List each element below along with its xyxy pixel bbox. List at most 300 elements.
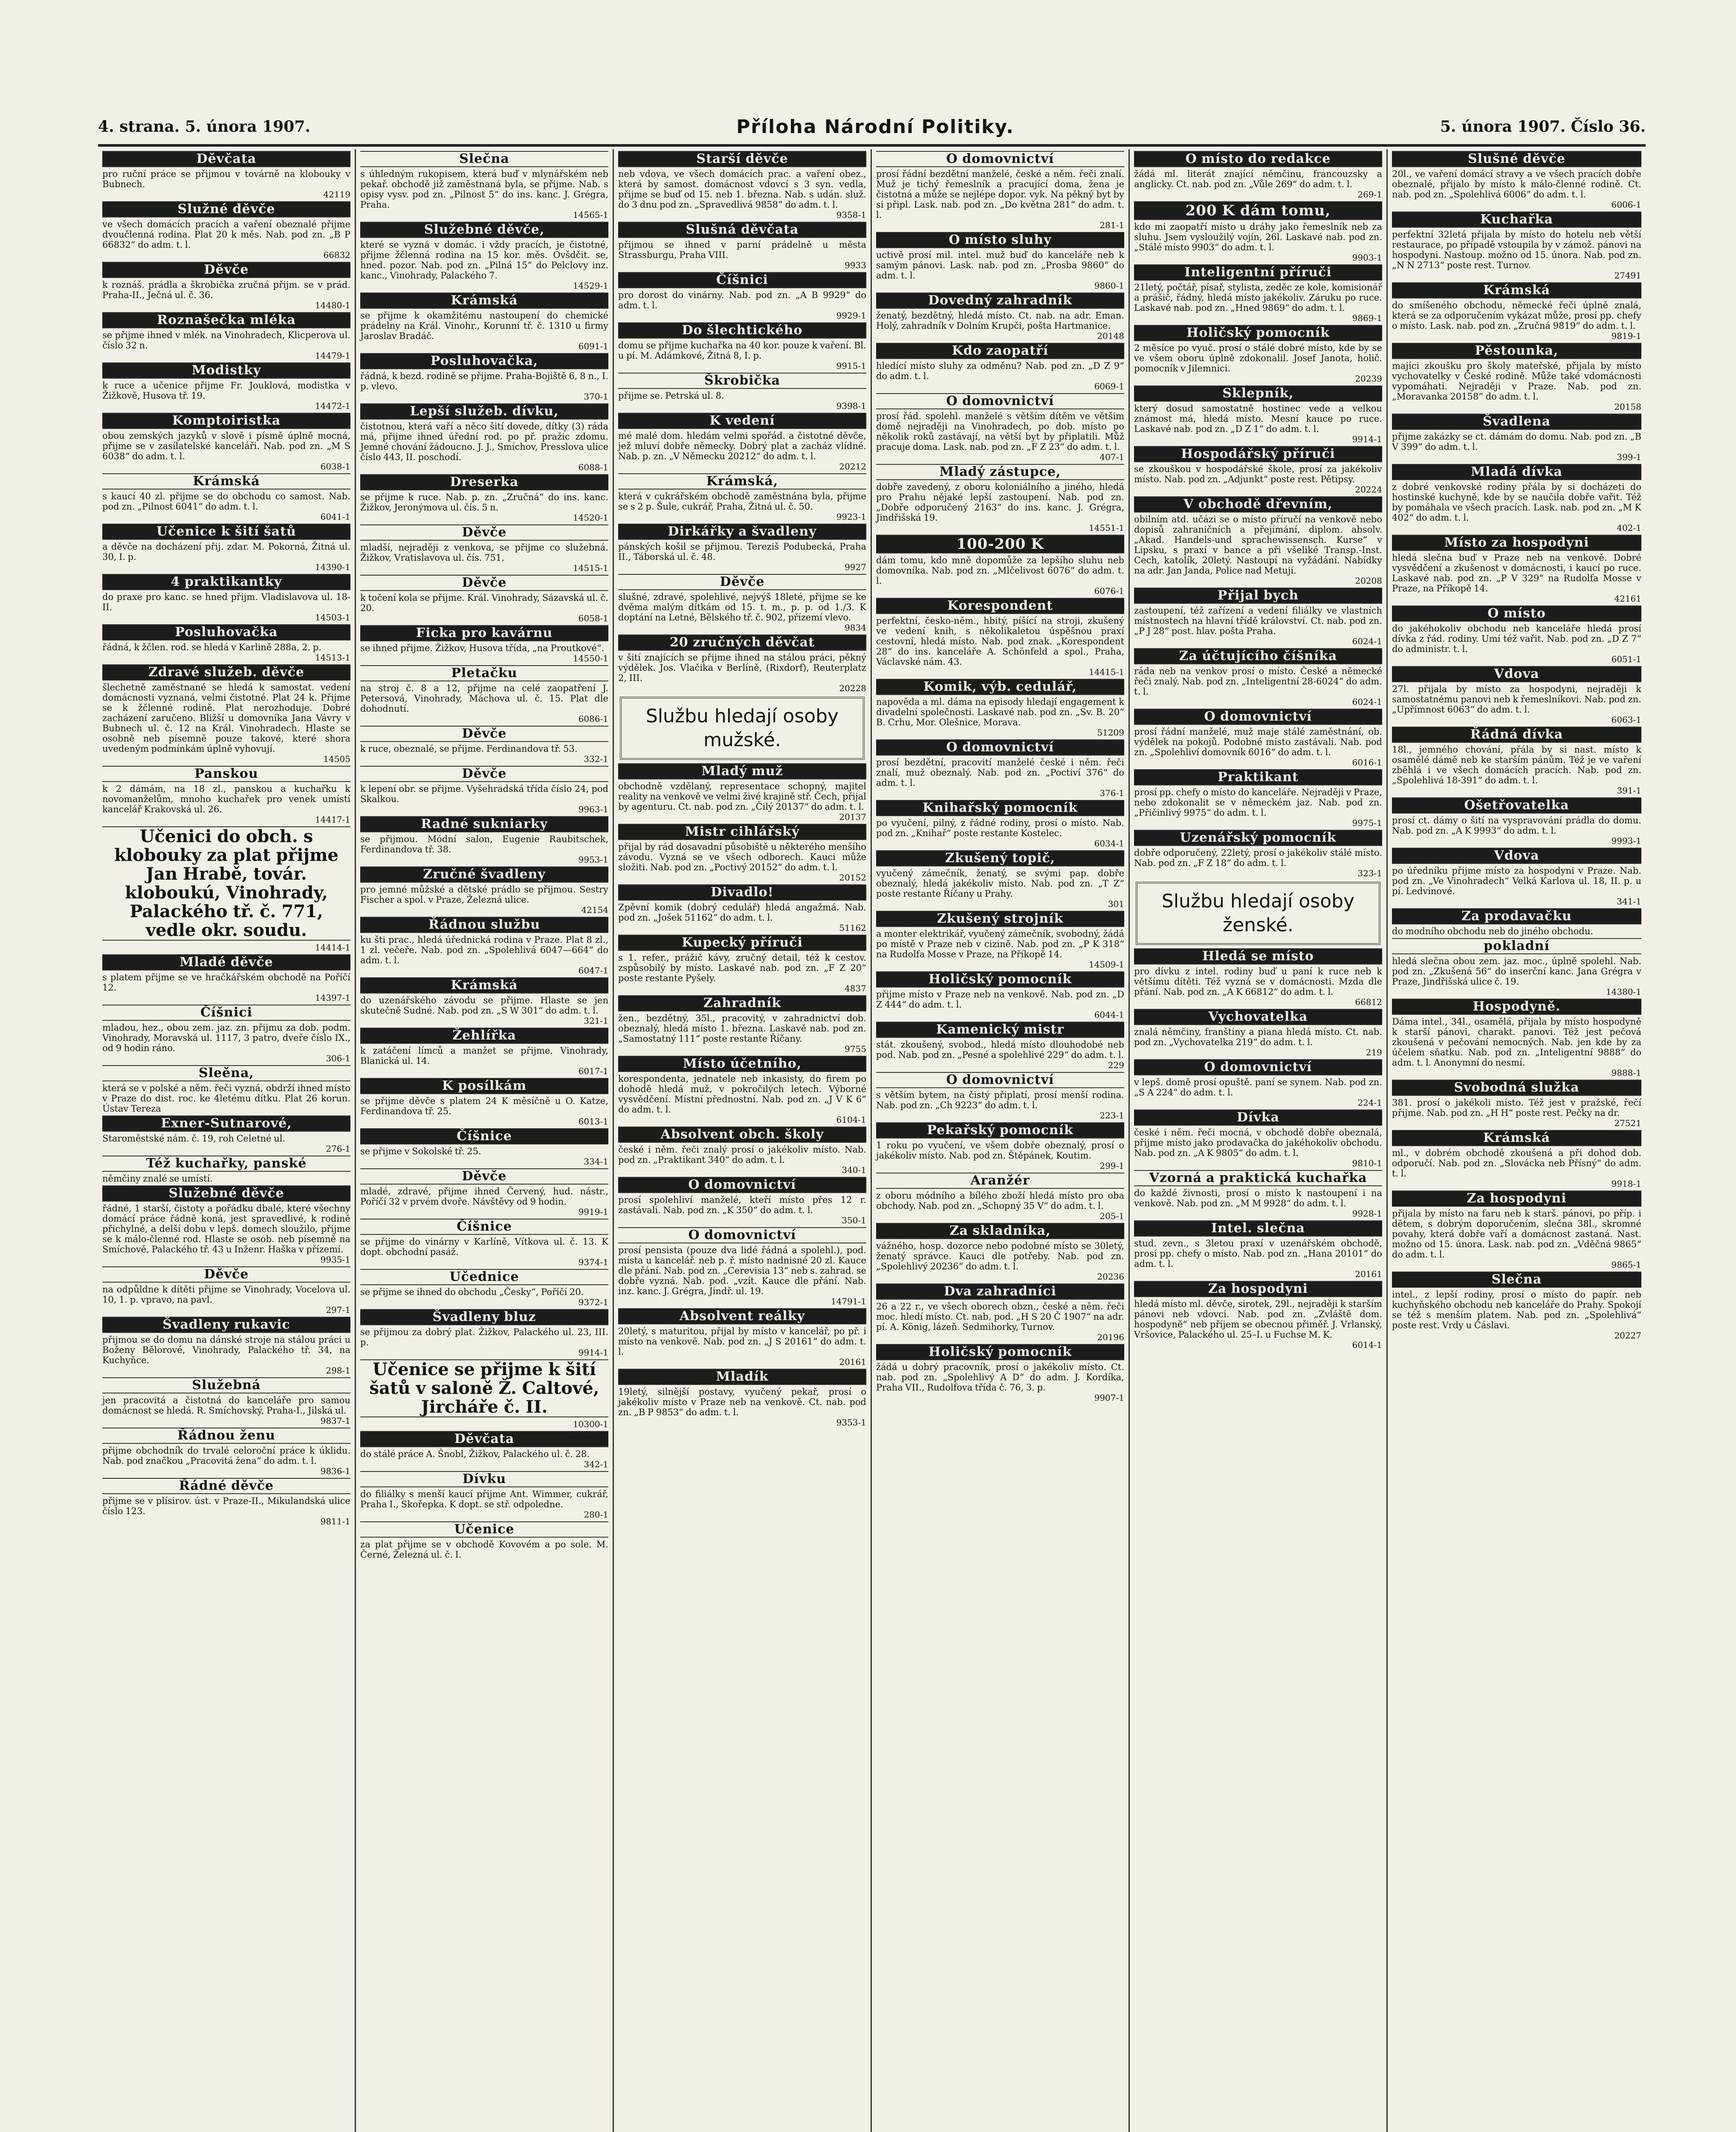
ad-text: hledá slečna obou zem. jaz. moc., úplně spolehl. Nab. pod zn. „Zkušená 56“ do inserční kanc. Jana Grégra v Praze, Jindřišská ulice č. 19. xyxy=(1392,956,1641,987)
ad-text: a monter elektrikář, vyučený zámečník, svobodný, žádá po místě v Praze neb v cizině. Nab. pod zn. „P K 318“ na Rudolfa Mosse v Praze, na Příkopě 14. xyxy=(876,929,1124,959)
classified-ad xyxy=(876,679,1124,738)
classified-ad xyxy=(1392,1272,1641,1341)
ad-code: 20137 xyxy=(839,812,866,822)
ad-text: k zatáčení límců a manžet se přijme. Vinohrady, Blanická ul. 14. xyxy=(360,1046,608,1066)
ad-text: žádá ml. literát znající němčinu, francouzsky a anglicky. Ct. nab. pod zn. „Vůle 269“ do adm. t. l. xyxy=(1134,169,1382,189)
classified-ad xyxy=(102,574,350,623)
ad-headline: Dovedný zahradník xyxy=(876,293,1124,309)
ad-text: 381. prosí o jakékoli místo. Též jest v pražské, řečí přijme. Nab. pod zn. „H H“ poste rest. Pečky na dr. xyxy=(1392,1098,1641,1118)
ad-headline: Za prodavačku xyxy=(1392,908,1641,924)
classified-ad xyxy=(876,800,1124,849)
ad-headline: Kupecký příruči xyxy=(618,935,866,951)
classified-ad xyxy=(360,866,608,915)
ad-headline: Mladý zástupce, xyxy=(876,464,1124,480)
classified-ad xyxy=(102,151,350,200)
classified-ad xyxy=(360,917,608,976)
ad-headline: Přijal bych xyxy=(1134,588,1382,604)
column-5 xyxy=(1130,149,1388,2132)
ad-headline: Kdo zaopatří xyxy=(876,343,1124,359)
classified-ad xyxy=(1392,908,1641,936)
classified-ad xyxy=(1134,201,1382,263)
ad-headline: Učenice se přijme k šití šatů v saloně Ž. Caltové, Jircháře č. II. xyxy=(360,1359,608,1417)
ad-headline: Sklepník, xyxy=(1134,385,1382,402)
ad-text: uctivě prosí mil. intel. muž buď do kanceláře neb k samým pánovi. Lask. nab. pod zn. „Prosba 9860“ do adm. t. l. xyxy=(876,250,1124,281)
ad-headline: Absolvent obch. školy xyxy=(618,1127,866,1143)
ad-text: pro dorost do vinárny. Nab. pod zn. „A B 9929“ do adm. t. l. xyxy=(618,290,866,310)
classified-ad xyxy=(618,222,866,270)
classified-ad xyxy=(618,995,866,1054)
ad-text: které se vyzná v domác. i vždy pracích, je čistotné, přijme žčlenná rodina na 15 kor. měs. Ovšdčit. se, hned. pozor. Nab. pod zn. „Pilná 15“ do Pelclovy inz. kanc., Vinohrady, Palackého 7. xyxy=(360,240,608,281)
ad-code: 332-1 xyxy=(584,754,608,764)
classified-ad xyxy=(618,413,866,472)
ad-code: 14520-1 xyxy=(573,513,608,523)
ad-headline: Děvče xyxy=(360,524,608,541)
ad-headline: Slečna xyxy=(1392,1272,1641,1288)
ad-text: přijal by rád dosavadní působiště u některého menšího závodu. Vyzná se ve všech odborech. Kauci může složiti. Nab. pod zn. „Poctivý 20152“ do adm. t. l. xyxy=(618,842,866,872)
classified-ad xyxy=(1392,211,1641,281)
ad-code: 9915-1 xyxy=(836,361,866,371)
ad-code: 299-1 xyxy=(1099,1161,1124,1171)
classified-ad xyxy=(102,1115,350,1154)
ad-code: 20236 xyxy=(1097,1272,1124,1282)
ad-code: 51162 xyxy=(839,923,866,933)
ad-code: 20158 xyxy=(1614,402,1641,412)
classified-ad xyxy=(618,1227,866,1306)
ad-text: do každé živnosti, prosí o místo k nastoupení i na venkově. Nab. pod zn. „M M 9928“ do adm. t. l. xyxy=(1134,1188,1382,1208)
ad-code: 6069-1 xyxy=(1094,381,1124,391)
ad-code: 407-1 xyxy=(1099,452,1124,462)
ad-text: 26 a 22 r., ve všech oborech obzn., české a něm. řeči moc. hledí místo. Ct. nab. pod. „H S 20 Č 1907“ na adr. pí. A. König, lázeň. Sedmihorky, Turnov. xyxy=(876,1301,1124,1332)
ad-text: obilním atd. učázi se o místo příručí na venkově nebo dopisů zahraničních a přejímání, diplom. absolv. „Akad. Handels-und sprachewissensch. Kurse“ v Lipsku, s praxí v bance a při všeliké Transp.-Inst. Cech, katolík, 20letý. Nastoupí na vyžádání. Nabídky na adr. Jan Janda, Police nad Metují. xyxy=(1134,514,1382,576)
ad-headline: Řádná dívka xyxy=(1392,727,1641,743)
ad-text: se přijme se ihned do obchodu „Česky“, Poříčí 20. xyxy=(360,1287,584,1297)
ad-code: 391-1 xyxy=(1617,785,1641,796)
classified-ad xyxy=(1134,325,1382,384)
ad-code: 42154 xyxy=(581,905,608,915)
classified-ad xyxy=(876,293,1124,341)
ad-headline: 4 praktikantky xyxy=(102,574,350,590)
ad-headline: 100-200 K xyxy=(876,535,1124,553)
classified-ad xyxy=(102,1185,350,1265)
ad-headline: Krámská xyxy=(1392,1130,1641,1146)
classified-ad xyxy=(360,1521,608,1560)
classified-ad xyxy=(1134,496,1382,586)
classified-ad xyxy=(1134,709,1382,768)
ad-text: do smíšeného obchodu, německé řeči úplně znalá, která se za odporučením vykázat může, prosí pp. chefy o místo. Lask. nab. pod zn. „Zručná 9819“ do adm. t. l. xyxy=(1392,300,1641,331)
ad-code: 20212 xyxy=(839,461,866,472)
classified-ad xyxy=(618,473,866,522)
classified-ad xyxy=(102,413,350,472)
ad-text: obou zemských jazyků v slově i písmě úplně mocná, přijme se v zasílatelské kanceláři. Nab. pod zn. „M S 6038“ do adm. t. l. xyxy=(102,431,350,461)
ad-text: do uzenářského závodu se přijme. Hlaste se jen skutečně Sudné. Nab. pod zn. „S W 301“ do adm. t. l. xyxy=(360,995,608,1016)
ad-text: ráda neb na venkov prosí o místo. České a německé řeči znalý. Nab. pod zn. „Inteligentní 28-6024“ do adm. t. l. xyxy=(1134,666,1382,697)
classified-ad xyxy=(1392,414,1641,462)
ad-headline: Kuchařka xyxy=(1392,211,1641,228)
ad-code: 321-1 xyxy=(584,1016,608,1026)
ad-code: 14503-1 xyxy=(315,612,350,623)
ad-text: v šití znajících se přijme ihned na stálou práci, pěkný výdělek. Jos. Vlačika v Berlíně, (Rixdorf), Reuterplatz 2, III. xyxy=(618,652,866,683)
column-2 xyxy=(356,149,614,2132)
classified-ad xyxy=(102,1478,350,1527)
ad-text: hledá místo ml. děvče, sirotek, 29l., nejraději k starším pánovi neb vdovci. Nab. pod zn. „Zvláště dom. hospodyně“ neb příjem se obecnou přiměř. J. Vrlanský, Vršovice, Palackého ul. 25–I. u Fuchse M. K. xyxy=(1134,1299,1382,1340)
classified-ad xyxy=(360,403,608,472)
ad-code: 20148 xyxy=(1097,331,1124,341)
ad-text: prosí řádní manželé, muž maje stálé zaměstnání, ob. výdělek na pokojů. Podobné místo zastávali. Nab. pod zn. „Spolehliví domovník 6016“ do adm. t. l. xyxy=(1134,727,1382,757)
ad-code: 9923-1 xyxy=(836,512,866,522)
ad-code: 20224 xyxy=(1355,484,1382,495)
ad-headline: Řádnou službu xyxy=(360,917,608,933)
ad-headline: Zručné švadleny xyxy=(360,866,608,883)
ad-code: 14515-1 xyxy=(573,563,608,573)
ad-code: 6006-1 xyxy=(1611,200,1641,210)
ad-headline: Hospodyně. xyxy=(1392,999,1641,1015)
ad-headline: Divadlo! xyxy=(618,884,866,901)
ad-code: 14529-1 xyxy=(573,281,608,291)
ad-code: 223-1 xyxy=(1099,1110,1124,1121)
ad-code: 9810-1 xyxy=(1352,1158,1382,1168)
classified-ad xyxy=(102,312,350,361)
ad-text: z dobré venkovské rodiny přála by si docházeti do hostinské kuchyně, kde by se naučila dobře vařit. Též by pomáhala ve všech pracích. Lask. nab. pod zn. „M K 402“ do adm. t. l. xyxy=(1392,482,1641,523)
ad-headline: Mladý muž xyxy=(618,763,866,779)
ad-headline: Dívka xyxy=(1134,1109,1382,1126)
ad-text: pro ruční práce se přijmou v továrně na klobouky v Bubnech. xyxy=(102,169,350,189)
classified-ad xyxy=(1392,464,1641,533)
ad-code: 14509-1 xyxy=(1088,959,1124,970)
ad-code: 376-1 xyxy=(1099,788,1124,798)
ad-text: přijme se. Petrská ul. 8. xyxy=(618,391,724,401)
ad-headline: Děvčata xyxy=(102,151,350,167)
ad-text: prosí pp. chefy o místo do kanceláře. Nejraději v Praze, nebo zdokonalit se v německém jaz. Nab. pod zn. „Přičinlivý 9975“ do adm. t. l. xyxy=(1134,787,1382,818)
classified-ad xyxy=(102,1065,350,1114)
ad-headline: Hospodářský příruči xyxy=(1134,446,1382,462)
ad-code: 6038-1 xyxy=(320,461,350,472)
ad-text: ve všech domácích pracích a vaření obeznalé přijme dvoučlenná rodina. Plat 20 k měs. Nab. pod zn. „B P 66832“ do adm. t. l. xyxy=(102,219,350,250)
ad-text: pro jemné můžské a dětské prádlo se přijmou. Sestry Fischer a spol. v Praze, Železná ulice. xyxy=(360,884,608,905)
ad-headline: Pletačku xyxy=(360,665,608,681)
ad-text: který dosud samostatně hostinec vede a velkou známost má, hledá místo. Mesní kauce po ruce. Laskavé nab. pod zn. „D Z 1“ do adm. t. l. xyxy=(1134,403,1382,434)
classified-ad xyxy=(876,343,1124,391)
ad-code: 9358-1 xyxy=(836,210,866,220)
ad-text: po vyučení, pilný, z řádné rodiny, prosí o místo. Nab. pod zn. „Knihař“ poste restante Kostelec. xyxy=(876,818,1124,838)
ad-code: 14505 xyxy=(323,754,350,764)
ad-headline: Posluhovačka, xyxy=(360,353,608,369)
ad-code: 9860-1 xyxy=(1094,281,1124,291)
ad-code: 334-1 xyxy=(584,1156,608,1167)
ad-code: 14791-1 xyxy=(830,1296,866,1306)
classified-ad xyxy=(360,575,608,623)
ad-headline: Dívku xyxy=(360,1471,608,1487)
ad-headline: Slušné děvče xyxy=(1392,151,1641,167)
ad-text: čistotnou, která vaří a něco šití dovede, dítky (3) ráda má, přijme ihned úřední rod. po př. pražic zdomu. Jemné chování žádoucno. J. J., Smíchov, Presslova ulice číslo 443, II. poschodí. xyxy=(360,421,608,462)
classified-ad xyxy=(618,1056,866,1125)
ad-text: kdo mi zaopatří místo u dráhy jako řemeslník neb za sluhu. Jsem vysloužilý vojín, 26l. Laskavé nab. pod zn. „Stálé místo 9903“ do adm. t. l. xyxy=(1134,222,1382,252)
ad-text: k ruce, obeznalé, se přijme. Ferdinandova tř. 53. xyxy=(360,744,578,754)
ad-code: 14415-1 xyxy=(1088,667,1124,677)
ad-text: z oboru módního a bílého zboží hledá místo pro oba obchody. Nab. pod zn. „Schopný 35 V“ do adm. t. l. xyxy=(876,1191,1124,1211)
ad-code: 66812 xyxy=(1355,997,1382,1007)
ad-text: mladší, nejraději z venkova, se přijme co služebná. Žižkov, Vratislavova ul. čís. 751. xyxy=(360,542,608,563)
ad-code: 9918-1 xyxy=(1611,1179,1641,1189)
ad-text: 18l., jemného chování, přála by si nast. místo k osamělé dámě neb ke starším pánům. Též je ve vaření zběhlá i ve všech domácích pracích. Nab. pod zn. „Spolehlivá 18-391“ do adm. t. l. xyxy=(1392,744,1641,785)
classified-ad xyxy=(876,971,1124,1020)
ad-text: Dáma intel., 34l., osamělá, přijala by místo hospodyně k starší pánovi, charakt. panovi. Též jest pečová zkoušená v pečování nemocných. Nab. jen kde by za účelem sňatku. Nab. pod zn. „Inteligentní 9888“ do adm. t. l. Anonymní do nesmí. xyxy=(1392,1017,1641,1068)
classified-ad xyxy=(618,574,866,633)
ad-code: 6088-1 xyxy=(578,462,608,472)
ad-headline: Ficka pro kavárnu xyxy=(360,625,608,641)
classified-ad xyxy=(1134,1109,1382,1168)
column-6 xyxy=(1388,149,1646,2132)
ad-code: 14390-1 xyxy=(315,562,350,572)
ad-headline: Zkušený strojník xyxy=(876,911,1124,927)
ad-text: ženatý, bezdětný, hledá místo. Ct. nab. na adr. Eman. Holý, zahradník v Dolním Krupči, pošta Hartmanice. xyxy=(876,310,1124,331)
ad-headline: Číšnici xyxy=(102,1005,350,1021)
ad-text: domu se přijme kuchařka na 40 kor. pouze k vaření. Bl. u pí. M. Adámkové, Žitná 8, I. p. xyxy=(618,340,866,361)
ad-text: která se v polské a něm. řeči vyzná, obdrží ihned místo v Praze do dist. roc. ke 4letému dítku. Plat 26 korun. Ústav Tereza xyxy=(102,1083,350,1114)
ad-code: 342-1 xyxy=(584,1459,608,1469)
ad-code: 9398-1 xyxy=(836,401,866,411)
ad-text: hledící místo sluhy za odměnu? Nab. pod zn. „D Z 9“ do adm. t. l. xyxy=(876,361,1124,381)
ad-headline: Děvče xyxy=(618,574,866,590)
ad-headline: K posílkám xyxy=(360,1078,608,1094)
ad-headline: Za hospodyni xyxy=(1392,1191,1641,1207)
ad-headline: Vychovatelka xyxy=(1134,1009,1382,1025)
ad-headline: Škrobička xyxy=(618,373,866,389)
ad-text: se ihned přijme. Žižkov, Husova třída, „na Proutkové“. xyxy=(360,643,605,653)
ad-text: Zpěvní komik (dobrý cedulář) hledá angažmá. Nab. pod zn. „Jošek 51162“ do adm. t. l. xyxy=(618,902,866,923)
ad-code: 9963-1 xyxy=(578,804,608,814)
ad-code: 20196 xyxy=(1097,1332,1124,1342)
ad-text: mladou, hez., obou zem. jaz. zn. přijmu za dob. podm. Vinohrady, Moravská ul. 1117, 3 patro, dveře číslo IX., od 9 hodin ráno. xyxy=(102,1023,350,1053)
classified-ad xyxy=(360,1219,608,1267)
ad-headline: Služné děvče xyxy=(102,201,350,217)
ad-headline: Zdravé služeb. děvče xyxy=(102,664,350,681)
ad-code: 20239 xyxy=(1355,374,1382,384)
ad-text: se přijmou za dobrý plat. Žižkov, Palackého ul. 23, III. p. xyxy=(360,1327,608,1347)
ad-code: 323-1 xyxy=(1357,868,1382,878)
ad-text: znalá němčiny, franštiny a piana hledá místo. Ct. nab. pod zn. „Vychovatelka 219“ do adm. t. l. xyxy=(1134,1027,1382,1047)
ad-headline: Sleěna, xyxy=(102,1065,350,1081)
classified-ad xyxy=(876,1223,1124,1282)
ad-text: hledá slečna buď v Praze neb na venkově. Dobré vysvědčení a zkušenost v domácnosti, i kaucí po ruce. Laskavé nab. pod zn. „P V 329“ na Rudolfa Mosse v Praze, na Příkopě 14. xyxy=(1392,553,1641,594)
ad-headline: Ošetřovatelka xyxy=(1392,797,1641,814)
classified-ad xyxy=(618,824,866,883)
ad-code: 14513-1 xyxy=(315,652,350,663)
ad-text: se přijme ihned v mlék. na Vinohradech, Klicperova ul. číslo 32 n. xyxy=(102,330,350,351)
classified-ad xyxy=(1392,999,1641,1078)
ad-headline: Učenici do obch. s klobouky za plat přijme Jan Hrabě, továr. kloboukú, Vinohrady, Palackého tř. č. 771, vedle okr. soudu. xyxy=(102,826,350,941)
ad-code: 281-1 xyxy=(1099,220,1124,230)
ad-text: s kaucí 40 zl. přijme se do obchodu co samost. Nab. pod zn. „Pilnost 6041“ do adm. t. l. xyxy=(102,491,350,512)
ad-code: 20161 xyxy=(1355,1269,1382,1279)
ad-code: 6041-1 xyxy=(320,512,350,522)
ad-headline: O domovnictví xyxy=(618,1227,866,1243)
classified-ad xyxy=(102,1317,350,1376)
ad-code: 6063-1 xyxy=(1611,715,1641,725)
ad-code: 9927 xyxy=(845,562,866,572)
ad-code: 6044-1 xyxy=(1094,1010,1124,1020)
classified-ad xyxy=(876,598,1124,677)
ad-headline: Děvče xyxy=(360,1168,608,1185)
ad-code: 276-1 xyxy=(326,1144,350,1154)
ad-code: 9888-1 xyxy=(1611,1068,1641,1078)
ad-headline: O domovnictví xyxy=(876,1072,1124,1088)
ad-headline: Absolvent reálky xyxy=(618,1308,866,1324)
ad-headline: Zkušený topič, xyxy=(876,850,1124,866)
ad-headline: O místo do redakce xyxy=(1134,151,1382,167)
ad-code: 6014-1 xyxy=(1352,1340,1382,1350)
classified-ad xyxy=(876,151,1124,230)
ad-code: 301 xyxy=(1108,899,1124,909)
ad-headline: O domovnictví xyxy=(876,151,1124,167)
ad-code: 9811-1 xyxy=(320,1516,350,1527)
ad-text: ml., v dobrém obchodě zkoušená a při dohod dob. odporučí. Nab. pod zn. „Slovácka neb Přísný“ do adm. t. l. xyxy=(1392,1148,1641,1179)
ad-code: 402-1 xyxy=(1617,523,1641,533)
column-3 xyxy=(614,149,872,2132)
classified-ad xyxy=(618,1177,866,1225)
ad-code: 9836-1 xyxy=(320,1466,350,1476)
classified-ad xyxy=(1134,385,1382,444)
ad-text: slušné, zdravé, spolehlivé, nejvýš 18leté, přijme se ke dvěma malým dítkám od 15. t. m., p. p. od 1./3. K doptání na Letné, Bělského tř. č. 902, přízemí vlevo. xyxy=(618,592,866,623)
ad-headline: Děvče xyxy=(360,726,608,742)
ad-code: 9953-1 xyxy=(578,855,608,865)
ad-text: němčiny znalé se umístí. xyxy=(102,1173,213,1184)
ad-text: prosí ct. dámy o šití na vyspravování prádla do domu. Nab. pod zn. „A K 9993“ do adm. t. l. xyxy=(1392,815,1641,836)
ad-text: intel., z lepší rodiny, prosí o místo do papír. neb kuchyňského obchodu neb kanceláře do Prahy. Spokojí se též s menším platem. Nab. pod zn. „Spolehlivá“ poste rest. Vrdy u Čáslavi. xyxy=(1392,1289,1641,1330)
ad-code: 9933 xyxy=(845,260,866,270)
ad-code: 14472-1 xyxy=(315,401,350,411)
ad-code: 6024-1 xyxy=(1352,636,1382,646)
classified-ad xyxy=(360,625,608,663)
ad-code: 20152 xyxy=(839,872,866,883)
classified-ad xyxy=(1134,1009,1382,1057)
ad-text: mladé, zdravé, přijme ihned Červený, hud. nástr., Poříčí 32 v prvém dvoře. Návštěvy od 9 hodin. xyxy=(360,1186,608,1207)
classified-ad xyxy=(1392,1130,1641,1189)
ad-text: ku šti prac., hledá úřednická rodina v Praze. Plat 8 zl., 1 zl. večeře. Nab. pod zn. „Spolehlivá 6047—664“ do adm. t. l. xyxy=(360,935,608,965)
ad-text: přijme místo v Praze neb na venkově. Nab. pod zn. „D Z 444“ do adm. t. l. xyxy=(876,989,1124,1010)
ad-text: přijmou se do domu na dánské stroje na stálou práci u Boženy Bělorové, Vinohrady, Palackého tř. 34, na Kuchyňce. xyxy=(102,1335,350,1365)
ad-headline: Inteligentní příruči xyxy=(1134,264,1382,281)
ad-text: do modního obchodu neb do jiného obchodu. xyxy=(1392,926,1594,936)
ad-code: 341-1 xyxy=(1617,896,1641,907)
section-heading-box: Službu hledají osoby mužské. xyxy=(620,697,865,760)
ad-headline: Do šlechtického xyxy=(618,322,866,339)
classified-ad xyxy=(102,1428,350,1476)
ad-text: s úhledným rukopisem, která buď v mlynářském neb pekař. obchodě již zaměstnaná byla, se přijme. Nab. s opisy vysv. pod zn. „Pilnost 5“ do ins. kanc. J. Grégra, Praha. xyxy=(360,169,608,210)
ad-code: 14414-1 xyxy=(315,942,350,953)
classified-ad xyxy=(360,1028,608,1076)
ad-text: a děvče na docházení přij. zdar. M. Pokorná, Žitná ul. 30, I. p. xyxy=(102,542,350,562)
ad-code: 9975-1 xyxy=(1352,818,1382,828)
ad-code: 27521 xyxy=(1614,1118,1641,1128)
ad-code: 9865-1 xyxy=(1611,1260,1641,1270)
classified-ad xyxy=(102,766,350,825)
ad-code: 298-1 xyxy=(326,1365,350,1376)
ad-code: 6013-1 xyxy=(578,1116,608,1127)
ad-headline: Švadleny bluz xyxy=(360,1309,608,1325)
ad-code: 269-1 xyxy=(1357,189,1382,200)
classified-ad xyxy=(360,474,608,523)
classified-ad xyxy=(876,1022,1124,1070)
ad-text: řádná, k bezd. rodině se přijme. Praha-Bojiště 6, 8 n., I. p. vlevo. xyxy=(360,371,608,391)
ad-code: 9353-1 xyxy=(836,1417,866,1428)
ad-code: 9914-1 xyxy=(578,1347,608,1358)
classified-ad xyxy=(618,151,866,220)
classified-ad xyxy=(876,232,1124,291)
ad-headline: Krámská, xyxy=(618,473,866,490)
ad-text: mé malé dom. hledám velmi spořád. a čistotné děvče, jež mluví dobře německy. Dobrý plat a zacház vlídné. Nab. p. zn. „V Německu 20212“ do adm. t. l. xyxy=(618,431,866,461)
ad-headline: Panskou xyxy=(102,766,350,782)
ad-text: korespondenta, jednatele neb inkasisty, do firem po dohodě hledá muž, v pokročilých letech. Výborné vysvědčení. Místní přednostní. Nab. pod zn. „J V K 6“ do adm. t. l. xyxy=(618,1074,866,1115)
ad-code: 42161 xyxy=(1614,594,1641,604)
classified-ad xyxy=(102,1377,350,1426)
ad-code: 27491 xyxy=(1614,270,1641,281)
classified-ad xyxy=(360,293,608,351)
ad-headline: Slušná děvčata xyxy=(618,222,866,238)
classified-ad xyxy=(360,1128,608,1167)
ad-headline: Za účtujícího číšníka xyxy=(1134,648,1382,664)
ad-code: 14565-1 xyxy=(573,210,608,220)
classified-ad xyxy=(876,1344,1124,1403)
ad-text: stát. zkoušený, svobod., hledá místo dlouhodobé neb pod. Nab. pod zn. „Pesné a spolehlivé 229“ do adm. t. l. xyxy=(876,1040,1124,1060)
classified-ad xyxy=(1392,605,1641,664)
ad-headline: O domovnictví xyxy=(876,739,1124,756)
ad-code: 6104-1 xyxy=(836,1115,866,1125)
ad-text: vyučený zámečník, ženatý, se svými pap. dobře obeznalý, hledá jakékoliv místo. Nab. pod zn. „T Z“ poste restante Říčany u Prahy. xyxy=(876,868,1124,899)
ad-code: 20161 xyxy=(839,1357,866,1367)
ad-code: 4837 xyxy=(845,983,866,994)
ad-text: se přijme v Sokolské tř. 25. xyxy=(360,1146,481,1156)
ad-text: šlechetně zaměstnané se hledá k samostat. vedení domácnosti vyznaná, velmi čistotné. Plat 24 k. Přijme se k žčlenné rodině. Plat nerozhoduje. Dobré zacházení zaručeno. Bližší u domovníka Jana Vávry v Bubnech ul. č. 12 na Král. Vinohradech. Hlaste se osobně neb písemně pouze takové, které shora uvedeným podmínkám úplně vyhovují. xyxy=(102,682,350,754)
classified-ad xyxy=(360,353,608,402)
ad-text: se přijme k ruce. Nab. p. zn. „Zručná“ do ins. kanc. Žižkov, Jeronýmova ul. čís. 5 n. xyxy=(360,492,608,513)
ad-headline: Starší děvče xyxy=(618,151,866,167)
ad-code: 229 xyxy=(1108,1060,1124,1070)
classified-ad xyxy=(1392,797,1641,846)
classified-ad xyxy=(876,911,1124,970)
ad-text: k roznáš. prádla a škrobička zručná přijm. se v prád. Praha-II., Ječná ul. č. 36. xyxy=(102,280,350,300)
ad-headline: O domovnictví xyxy=(1134,709,1382,725)
ad-headline: Knihařský pomocník xyxy=(876,800,1124,816)
ad-text: se zkouškou v hospodářské škole, prosí za jakékoliv místo. Nab. pod zn. „Adjunkt“ poste rest. Pětipsy. xyxy=(1134,464,1382,484)
classified-ad xyxy=(102,524,350,572)
ad-text: české i něm. řeči mocná, v obchodě dobře obeznalá, přijme místo jako prodavačka do jakéhokoliv obchodu. Nab. pod zn. „A K 9805“ do adm. t. l. xyxy=(1134,1127,1382,1158)
ad-code: 370-1 xyxy=(584,391,608,402)
ad-text: perfektní, česko-něm., hbitý, píšící na stroji, zkušený ve vedení knih, s několikaletou úspěšnou praxí cestovní, hledá místo. Nab. pod znak. „Korespondent 28“ do ins. kanceláře A. Schönfeld a spol., Praha, Václavské nám. 43. xyxy=(876,616,1124,667)
ad-headline: Dirkářky a švadleny xyxy=(618,524,866,540)
classified-ad xyxy=(876,1173,1124,1221)
ad-headline: Posluhovačka xyxy=(102,624,350,640)
ad-text: do praxe pro kanc. se hned přijm. Vladislavova ul. 18-II. xyxy=(102,592,350,612)
ad-text: se přijme k okamžitému nastoupení do chemické prádelny na Král. Vinohr., Korunní tř. č. 1310 u firmy Jaroslav Bradáč. xyxy=(360,310,608,341)
classified-ad xyxy=(360,222,608,291)
header-left: 4. strana. 5. února 1907. xyxy=(98,118,310,136)
ad-text: 20letý, s maturitou, přijal by místo v kancelář, po př. i místo na venkově. Nab. pod zn. „J S 20161“ do adm. t. l. xyxy=(618,1326,866,1357)
classified-ad xyxy=(876,393,1124,462)
ad-text: vážného, hosp. dozorce nebo podobné místo se 30letý, ženatý správce. Kauci dle potřeby. Nab. pod zn. „Spolehlivý 20236“ do adm. t. l. xyxy=(876,1241,1124,1272)
ad-headline: V obchodě dřevním, xyxy=(1134,496,1382,513)
ad-text: za plat přijme se v obchodě Kovovém a po sole. M. Černé, Železná ul. č. I. xyxy=(360,1539,608,1560)
classified-ad xyxy=(102,262,350,310)
ad-code: 280-1 xyxy=(584,1509,608,1520)
classified-ad xyxy=(1392,1191,1641,1270)
classified-ad xyxy=(102,473,350,522)
ad-code: 9907-1 xyxy=(1094,1393,1124,1403)
ad-headline: Lepší služeb. dívku, xyxy=(360,403,608,420)
ad-text: s 1. refer., prážič kávy, zručný detail, též k cestov. zspůsobilý by místo. Laskavé nab. pod zn. „F Z 20“ poste restante Pyšely. xyxy=(618,953,866,983)
ad-headline: Děvče xyxy=(102,262,350,278)
classified-ad xyxy=(618,935,866,994)
ad-code: 42119 xyxy=(323,189,350,200)
